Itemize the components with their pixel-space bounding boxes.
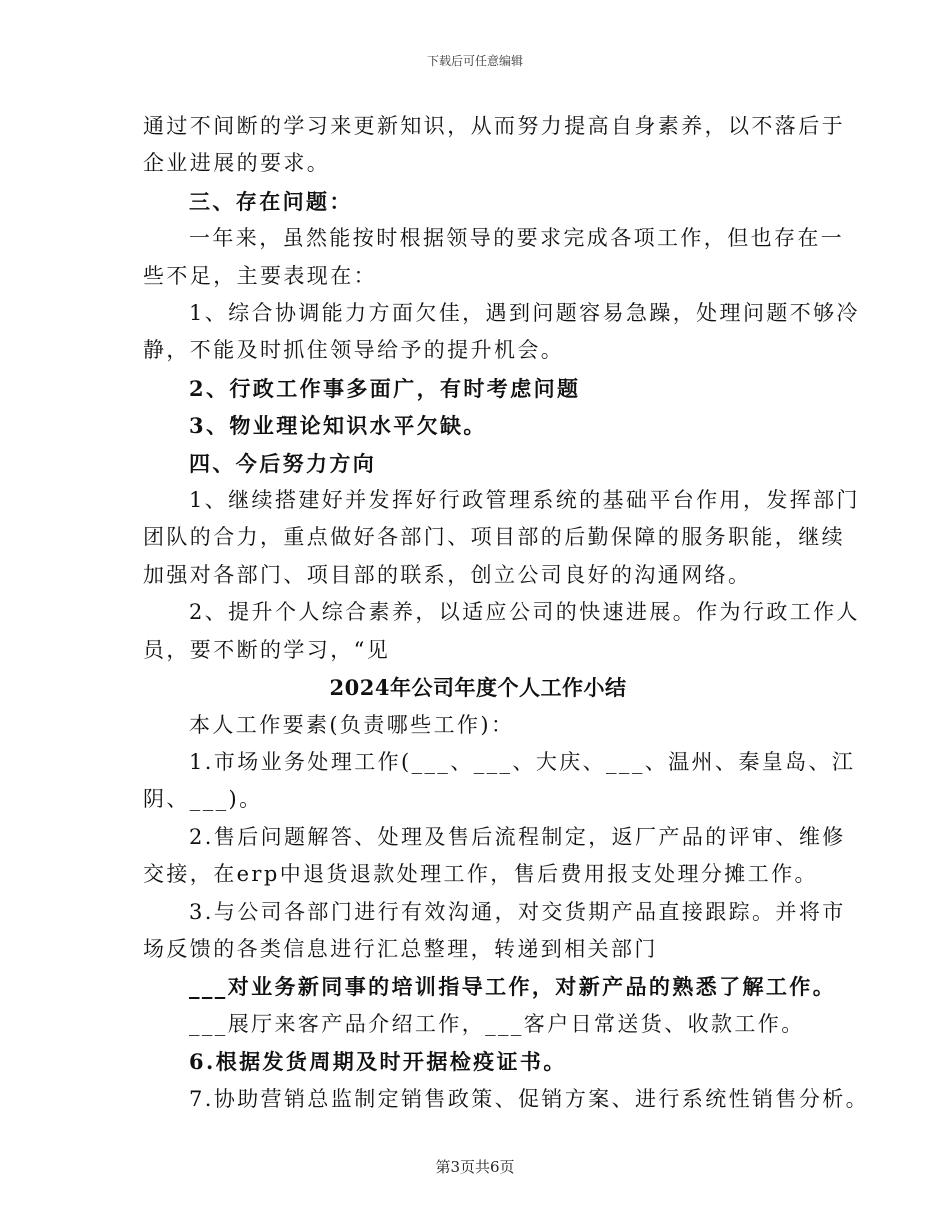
paragraph-line: 本人工作要素(负责哪些工作)： [189,712,515,737]
paragraph-line: 加强对各部门、项目部的联系，创立公司良好的沟通网络。 [143,562,752,587]
list-item-bold: 6.根据发货周期及时开据检疫证书。 [189,1049,567,1075]
paragraph-line: 企业进展的要求。 [143,151,331,176]
list-item-line: 3.与公司各部门进行有效沟通，对交货期产品直接跟踪。并将市 [189,899,846,924]
page-footer: 第3页共6页 [435,1158,515,1176]
paragraph-line: 些不足，主要表现在： [143,263,377,288]
paragraph-line: 一年来，虽然能按时根据领导的要求完成各项工作，但也存在一 [189,226,845,251]
list-item-line: 1、继续搭建好并发挥好行政管理系统的基础平台作用，发挥部门 [189,488,860,513]
paragraph-line: 场反馈的各类信息进行汇总整理，转递到相关部门 [143,936,658,961]
document-body [143,108,870,1118]
list-item-line: ___展厅来客产品介绍工作，___客户日常送货、收款工作。 [189,1011,805,1036]
paragraph-line: 交接，在erp中退货退款处理工作，售后费用报支处理分摊工作。 [143,862,818,887]
list-item-line: 2、提升个人综合素养，以适应公司的快速进展。作为行政工作人 [189,600,860,625]
paragraph-line: 通过不间断的学习来更新知识，从而努力提高自身素养，以不落后于 [143,114,845,138]
page-header: 下载后可任意编辑 [426,54,523,68]
section-heading-problems: 三、存在问题： [189,188,353,214]
document-title: 2024年公司年度个人工作小结 [329,675,627,701]
list-item-bold: 2、行政工作事多面广，有时考虑问题 [189,375,581,401]
list-item-line: 1、综合协调能力方面欠佳，遇到问题容易急躁，处理问题不够冷 [189,301,860,326]
paragraph-line: 员，要不断的学习，“见 [143,637,391,662]
paragraph-line: 静，不能及时抓住领导给予的提升机会。 [143,338,565,363]
list-item-line: 2.售后问题解答、处理及售后流程制定，返厂产品的评审、维修 [189,824,846,849]
paragraph-line: 阴、___)。 [143,787,263,812]
paragraph-line: 团队的合力，重点做好各部门、项目部的后勤保障的服务职能，继续 [143,525,845,550]
list-item-bold: ___对业务新同事的培训指导工作，对新产品的熟悉了解工作。 [189,974,837,1000]
list-item-bold: 3、物业理论知识水平欠缺。 [189,413,487,439]
section-heading-direction: 四、今后努力方向 [189,450,377,476]
list-item-line: 7.协助营销总监制定销售政策、促销方案、进行系统性销售分析。 [189,1086,870,1111]
list-item-line: 1.市场业务处理工作(___、___、大庆、___、温州、秦皇岛、江 [189,749,856,774]
